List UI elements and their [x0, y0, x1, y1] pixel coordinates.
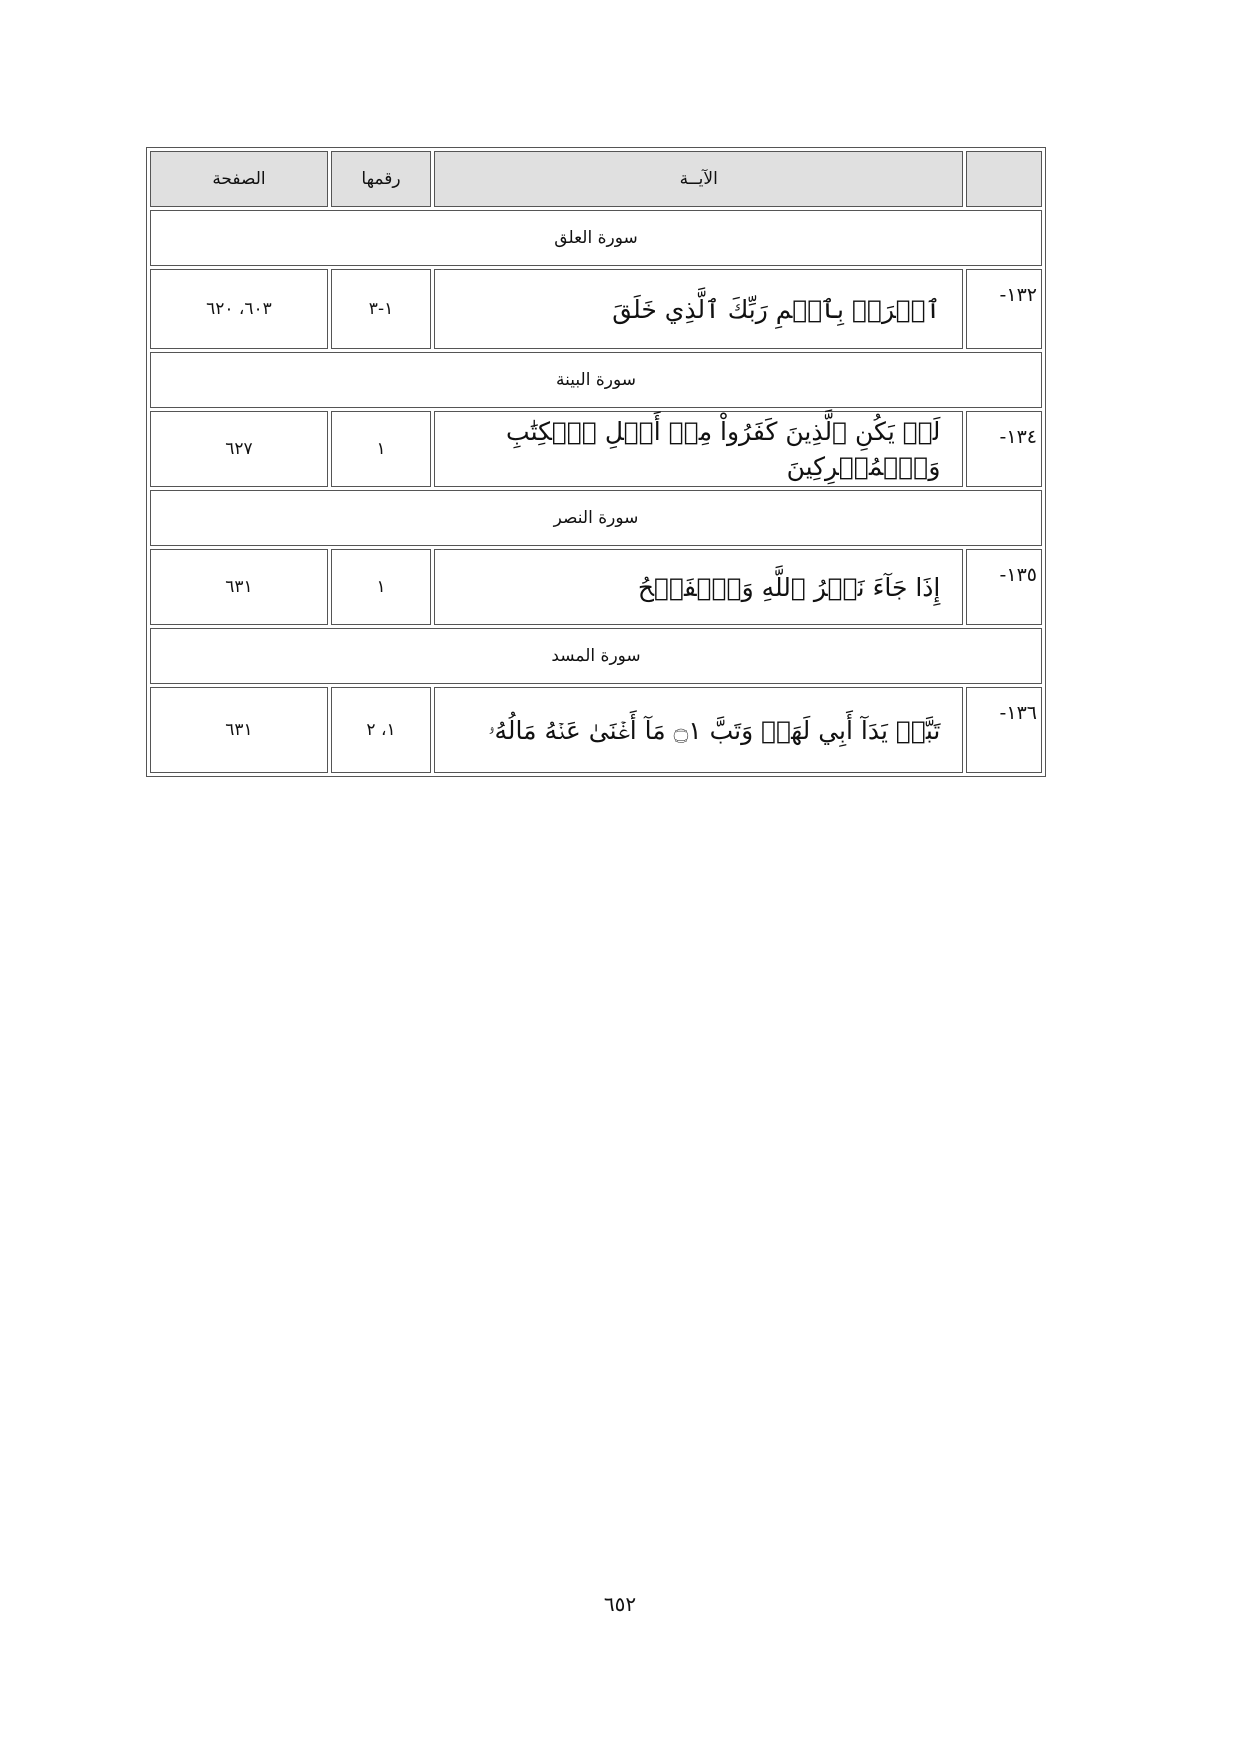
header-index [966, 151, 1042, 207]
surah-title: سورة البينة [150, 352, 1042, 408]
page-number: ٦٥٢ [603, 1592, 637, 1616]
table-row [150, 687, 1042, 773]
verses-index-table [146, 147, 1046, 777]
row-index: ١٣٥- [966, 549, 1042, 625]
ayah-text: ٱقۡرَأۡ بِٱسۡمِ رَبِّكَ ٱلَّذِي خَلَقَ [434, 269, 963, 349]
page-ref: ٦٣١ [150, 687, 328, 773]
surah-row [150, 628, 1042, 684]
surah-row [150, 210, 1042, 266]
header-page: الصفحة [150, 151, 328, 207]
page-ref: ٦٠٣، ٦٢٠ [150, 269, 328, 349]
row-index: ١٣٢- [966, 269, 1042, 349]
ayah-text: تَبَّتۡ يَدَآ أَبِي لَهَبٖ وَتَبَّ ۝١ مَآ أَغۡنَىٰ عَنۡهُ مَالُهُۥ [434, 687, 963, 773]
surah-title: سورة المسد [150, 628, 1042, 684]
surah-row [150, 352, 1042, 408]
surah-row [150, 490, 1042, 546]
page-ref: ٦٢٧ [150, 411, 328, 487]
surah-title: سورة النصر [150, 490, 1042, 546]
row-index: ١٣٤- [966, 411, 1042, 487]
verse-number: ١-٣ [331, 269, 431, 349]
verse-number: ١ [331, 411, 431, 487]
row-index: ١٣٦- [966, 687, 1042, 773]
ayah-text: لَمۡ يَكُنِ ٱلَّذِينَ كَفَرُواْ مِنۡ أَهۡلِ ٱلۡكِتَٰبِ وَٱلۡمُشۡرِكِينَ [434, 411, 963, 487]
header-ayah: الآيــة [434, 151, 963, 207]
verse-number: ١ [331, 549, 431, 625]
table-row [150, 549, 1042, 625]
page-ref: ٦٣١ [150, 549, 328, 625]
surah-title: سورة العلق [150, 210, 1042, 266]
header-verse-number: رقمها [331, 151, 431, 207]
table-row [150, 269, 1042, 349]
table-header-row [150, 151, 1042, 207]
table-row [150, 411, 1042, 487]
ayah-text: إِذَا جَآءَ نَصۡرُ ٱللَّهِ وَٱلۡفَتۡحُ [434, 549, 963, 625]
verse-number: ١، ٢ [331, 687, 431, 773]
